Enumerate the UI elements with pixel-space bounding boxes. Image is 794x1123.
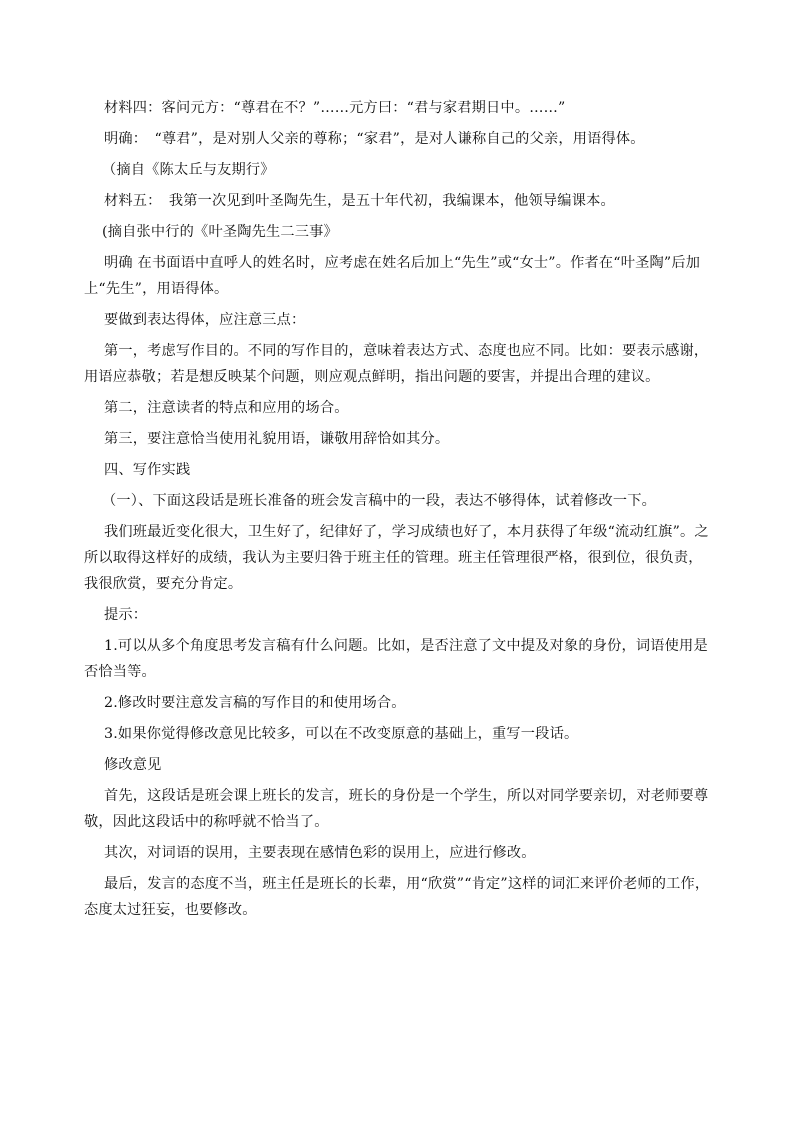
speech-draft: 我们班最近变化很大，卫生好了，纪律好了，学习成绩也好了，本月获得了年级“流动红旗”。之所以取得这样好的成绩，我认为主要归咎于班主任的管理。班主任管理很严格，很到位，很负责，我很欣赏，要充分肯定。 <box>84 524 709 592</box>
clarification-one: 明确： “尊君”，是对别人父亲的尊称；“家君”，是对人谦称自己的父亲，用语得体。 <box>104 131 645 147</box>
hint-one: 1.可以从多个角度思考发言稿有什么问题。比如，是否注意了文中提及对象的身份，词语使用是否恰当等。 <box>84 638 708 680</box>
source-note-one: （摘自《陈太丘与友期行》 <box>102 162 275 178</box>
point-three: 第三，要注意恰当使用礼貌用语，谦敬用辞恰如其分。 <box>104 431 450 447</box>
clarification-two: 明确 在书面语中直呼人的姓名时，应考虑在姓名后加上“先生”或“女士”。作者在“叶圣陶”后加上“先生”，用语得体。 <box>84 255 701 297</box>
exercise-prompt: （一）、下面这段话是班长准备的班会发言稿中的一段，表达不够得体，试着修改一下。 <box>102 493 657 509</box>
revision-first: 首先，这段话是班会课上班长的发言，班长的身份是一个学生，所以对同学要亲切，对老师要尊敬，因此这段话中的称呼就不恰当了。 <box>84 788 709 830</box>
document-page <box>84 95 714 928</box>
revision-heading: 修改意见 <box>104 757 162 773</box>
revision-second: 其次，对词语的误用，主要表现在感情色彩的误用上，应进行修改。 <box>104 845 536 861</box>
section-heading: 四、写作实践 <box>104 462 191 478</box>
material-four: 材料四：客问元方：“尊君在不？”……元方曰：“君与家君期日中。……” <box>104 100 566 116</box>
hint-three: 3.如果你觉得修改意见比较多，可以在不改变原意的基础上，重写一段话。 <box>104 726 579 742</box>
three-points-intro: 要做到表达得体，应注意三点： <box>104 312 306 328</box>
point-two: 第二，注意读者的特点和应用的场合。 <box>104 400 349 416</box>
hints-heading: 提示： <box>104 607 148 623</box>
hint-two: 2.修改时要注意发言稿的写作目的和使用场合。 <box>104 695 406 711</box>
material-five: 材料五： 我第一次见到叶圣陶先生，是五十年代初，我编课本，他领导编课本。 <box>104 193 615 209</box>
point-one: 第一，考虑写作目的。不同的写作目的，意味着表达方式、态度也应不同。比如：要表示感谢，用语应恭敬；若是想反映某个问题，则应观点鲜明，指出问题的要害，并提出合理的建议。 <box>84 343 709 385</box>
revision-last: 最后，发言的态度不当，班主任是班长的长辈，用“欣赏”“肯定”这样的词汇来评价老师的工作，态度太过狂妄，也要修改。 <box>84 876 710 918</box>
source-note-two: (摘自张中行的《叶圣陶先生二三事》 <box>102 224 338 240</box>
